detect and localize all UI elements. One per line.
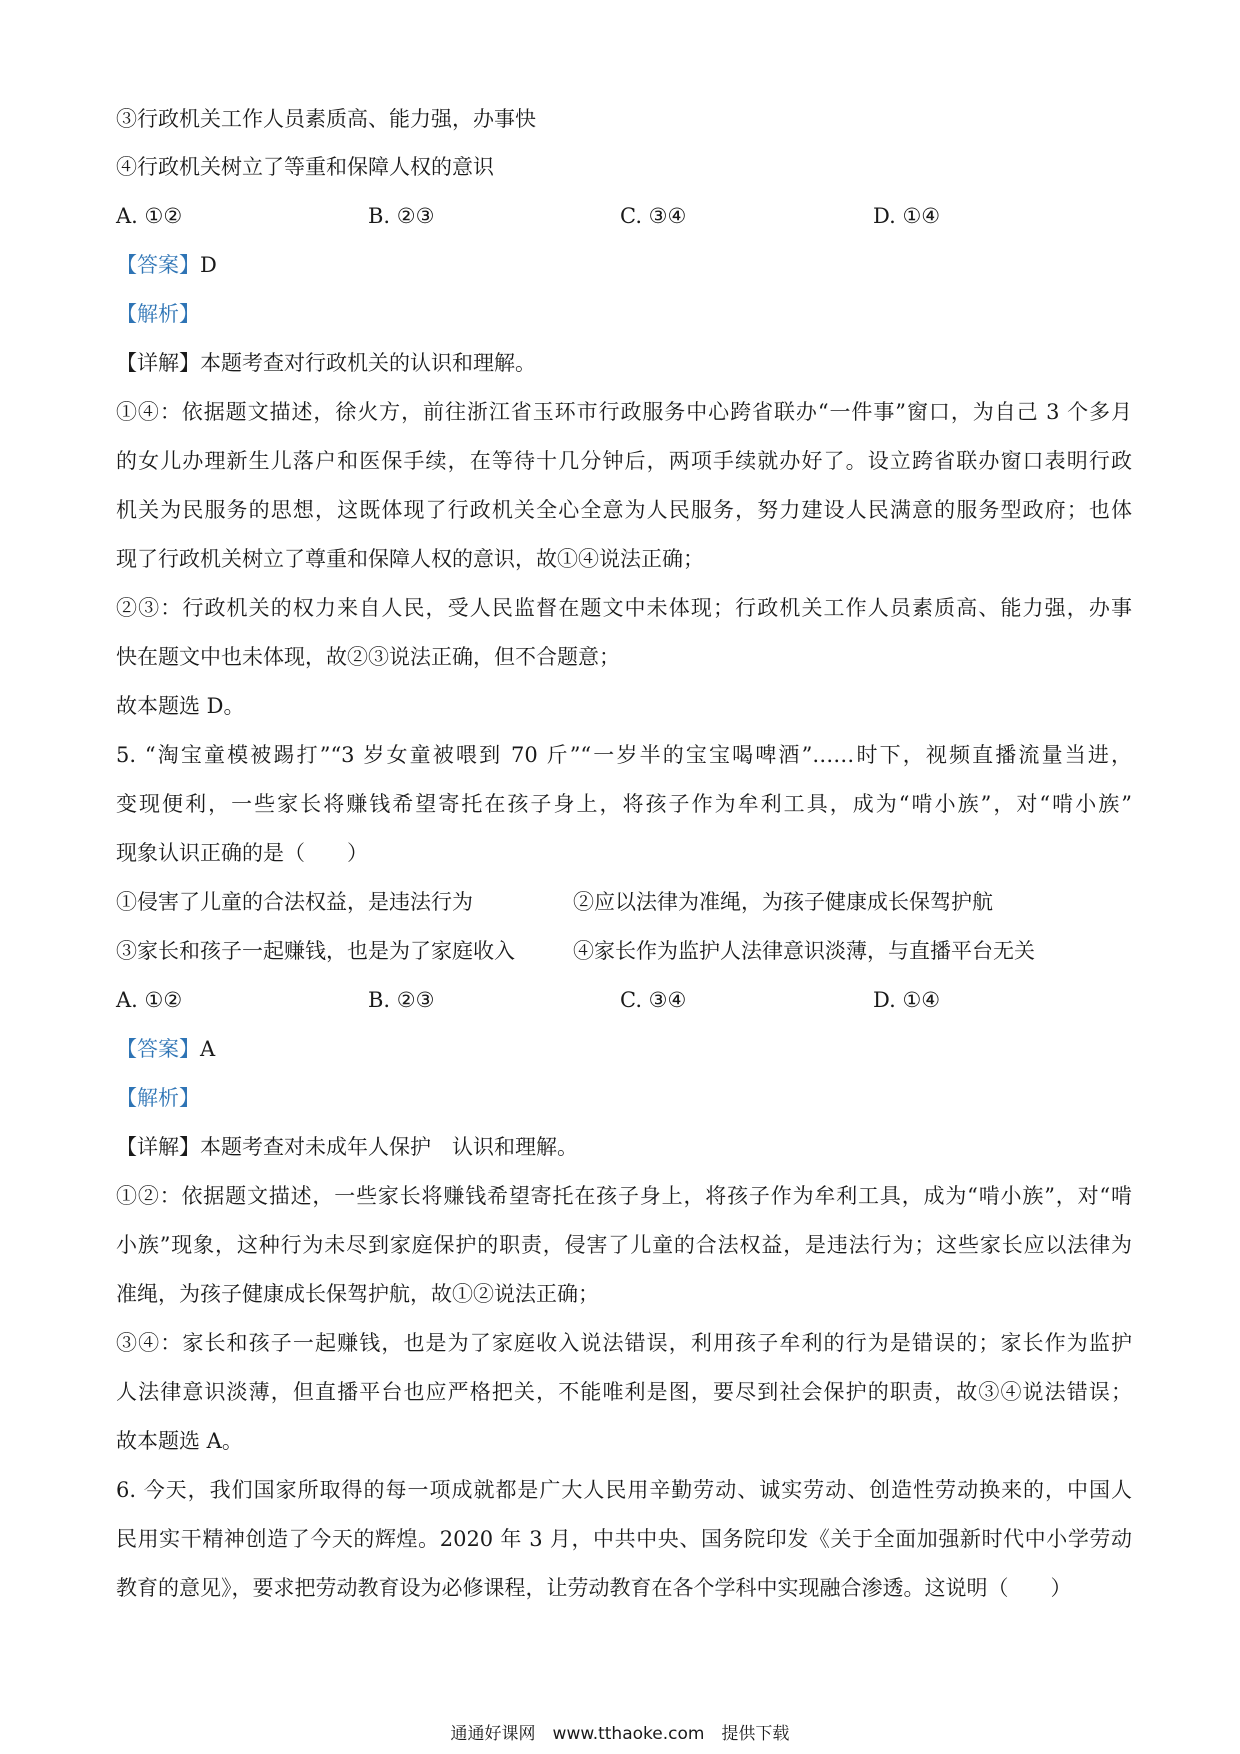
- q4-explanation-line: ②③：行政机关的权力来自人民，受人民监督在题文中未体现；行政机关工作人员素质高、能力强，办事: [116, 596, 1132, 620]
- q4-explanation-line: ①④：依据题文描述，徐火方，前往浙江省玉环市行政服务中心跨省联办“一件事”窗口，为自己 3 个多月: [116, 400, 1132, 424]
- q5-option-4: ④家长作为监护人法律意识淡薄，与直播平台无关: [573, 939, 1035, 963]
- q5-conclusion: 故本题选 A。: [116, 1429, 243, 1453]
- q5-choice-b: B. ②③: [368, 988, 435, 1012]
- q5-stem-line: 5. “淘宝童模被踢打”“3 岁女童被喂到 70 斤”“一岁半的宝宝喝啤酒”……时下，视频直播流量当进，: [116, 743, 1132, 767]
- q5-explanation-line: 准绳，为孩子健康成长保驾护航，故①②说法正确；: [116, 1282, 599, 1306]
- q5-option-3: ③家长和孩子一起赚钱，也是为了家庭收入: [116, 939, 515, 963]
- q5-answer: [116, 1034, 1132, 1064]
- q5-detail: 【详解】本题考查对未成年人保护 认识和理解。: [116, 1135, 578, 1159]
- q4-choice-b: B. ②③: [368, 204, 435, 228]
- q4-choice-c: C. ③④: [620, 204, 687, 228]
- q4-analysis-tag: 【解析】: [116, 302, 200, 326]
- q4-option-4: ④行政机关树立了等重和保障人权的意识: [116, 155, 494, 179]
- q4-explanation-line: 现了行政机关树立了尊重和保障人权的意识，故①④说法正确；: [116, 547, 704, 571]
- q5-explanation-line: ③④：家长和孩子一起赚钱，也是为了家庭收入说法错误，利用孩子牟利的行为是错误的；家长作为监护: [116, 1331, 1132, 1355]
- answer-value: D: [200, 253, 217, 277]
- answer-value: A: [200, 1037, 216, 1061]
- q4-explanation-line: 机关为民服务的思想，这既体现了行政机关全心全意为人民服务，努力建设人民满意的服务型政府；也体: [116, 498, 1132, 522]
- q6-stem-line: 6. 今天，我们国家所取得的每一项成就都是广大人民用辛勤劳动、诚实劳动、创造性劳动换来的，中国人: [116, 1478, 1132, 1502]
- q5-stem-line: 现象认识正确的是（ ）: [116, 841, 368, 865]
- q5-choice-a: A. ①②: [116, 988, 183, 1012]
- q6-stem-line: 教育的意见》，要求把劳动教育设为必修课程，让劳动教育在各个学科中实现融合渗透。这说明（ ）: [116, 1576, 1072, 1600]
- answer-tag: 【答案】: [116, 253, 200, 277]
- q5-option-1: ①侵害了儿童的合法权益，是违法行为: [116, 890, 473, 914]
- q6-stem-line: 民用实干精神创造了今天的辉煌。2020 年 3 月，中共中央、国务院印发《关于全面加强新时代中小学劳动: [116, 1527, 1132, 1551]
- q5-stem-line: 变现便利，一些家长将赚钱希望寄托在孩子身上，将孩子作为牟利工具，成为“啃小族”，对“啃小族”: [116, 792, 1132, 816]
- q5-explanation-line: ①②：依据题文描述，一些家长将赚钱希望寄托在孩子身上，将孩子作为牟利工具，成为“啃小族”，对“啃: [116, 1184, 1132, 1208]
- q5-choice-d: D. ①④: [873, 988, 941, 1012]
- q4-option-3: ③行政机关工作人员素质高、能力强，办事快: [116, 107, 536, 131]
- q4-explanation-line: 的女儿办理新生儿落户和医保手续，在等待十几分钟后，两项手续就办好了。设立跨省联办窗口表明行政: [116, 449, 1132, 473]
- q5-explanation-line: 小族”现象，这种行为未尽到家庭保护的职责，侵害了儿童的合法权益，是违法行为；这些家长应以法律为: [116, 1233, 1132, 1257]
- q5-option-2: ②应以法律为准绳，为孩子健康成长保驾护航: [573, 890, 993, 914]
- q4-choice-d: D. ①④: [873, 204, 941, 228]
- answer-tag: 【答案】: [116, 1037, 200, 1061]
- q4-choice-a: A. ①②: [116, 204, 183, 228]
- q4-detail: 【详解】本题考查对行政机关的认识和理解。: [116, 351, 536, 375]
- q4-answer: [116, 250, 1132, 280]
- page-footer: 通通好课网 www.tthaoke.com 提供下载: [450, 1724, 790, 1744]
- q4-conclusion: 故本题选 D。: [116, 694, 245, 718]
- q5-explanation-line: 人法律意识淡薄，但直播平台也应严格把关，不能唯利是图，要尽到社会保护的职责，故③④说法错误；: [116, 1380, 1132, 1404]
- q5-analysis-tag: 【解析】: [116, 1086, 200, 1110]
- q4-explanation-line: 快在题文中也未体现，故②③说法正确，但不合题意；: [116, 645, 620, 669]
- q5-choice-c: C. ③④: [620, 988, 687, 1012]
